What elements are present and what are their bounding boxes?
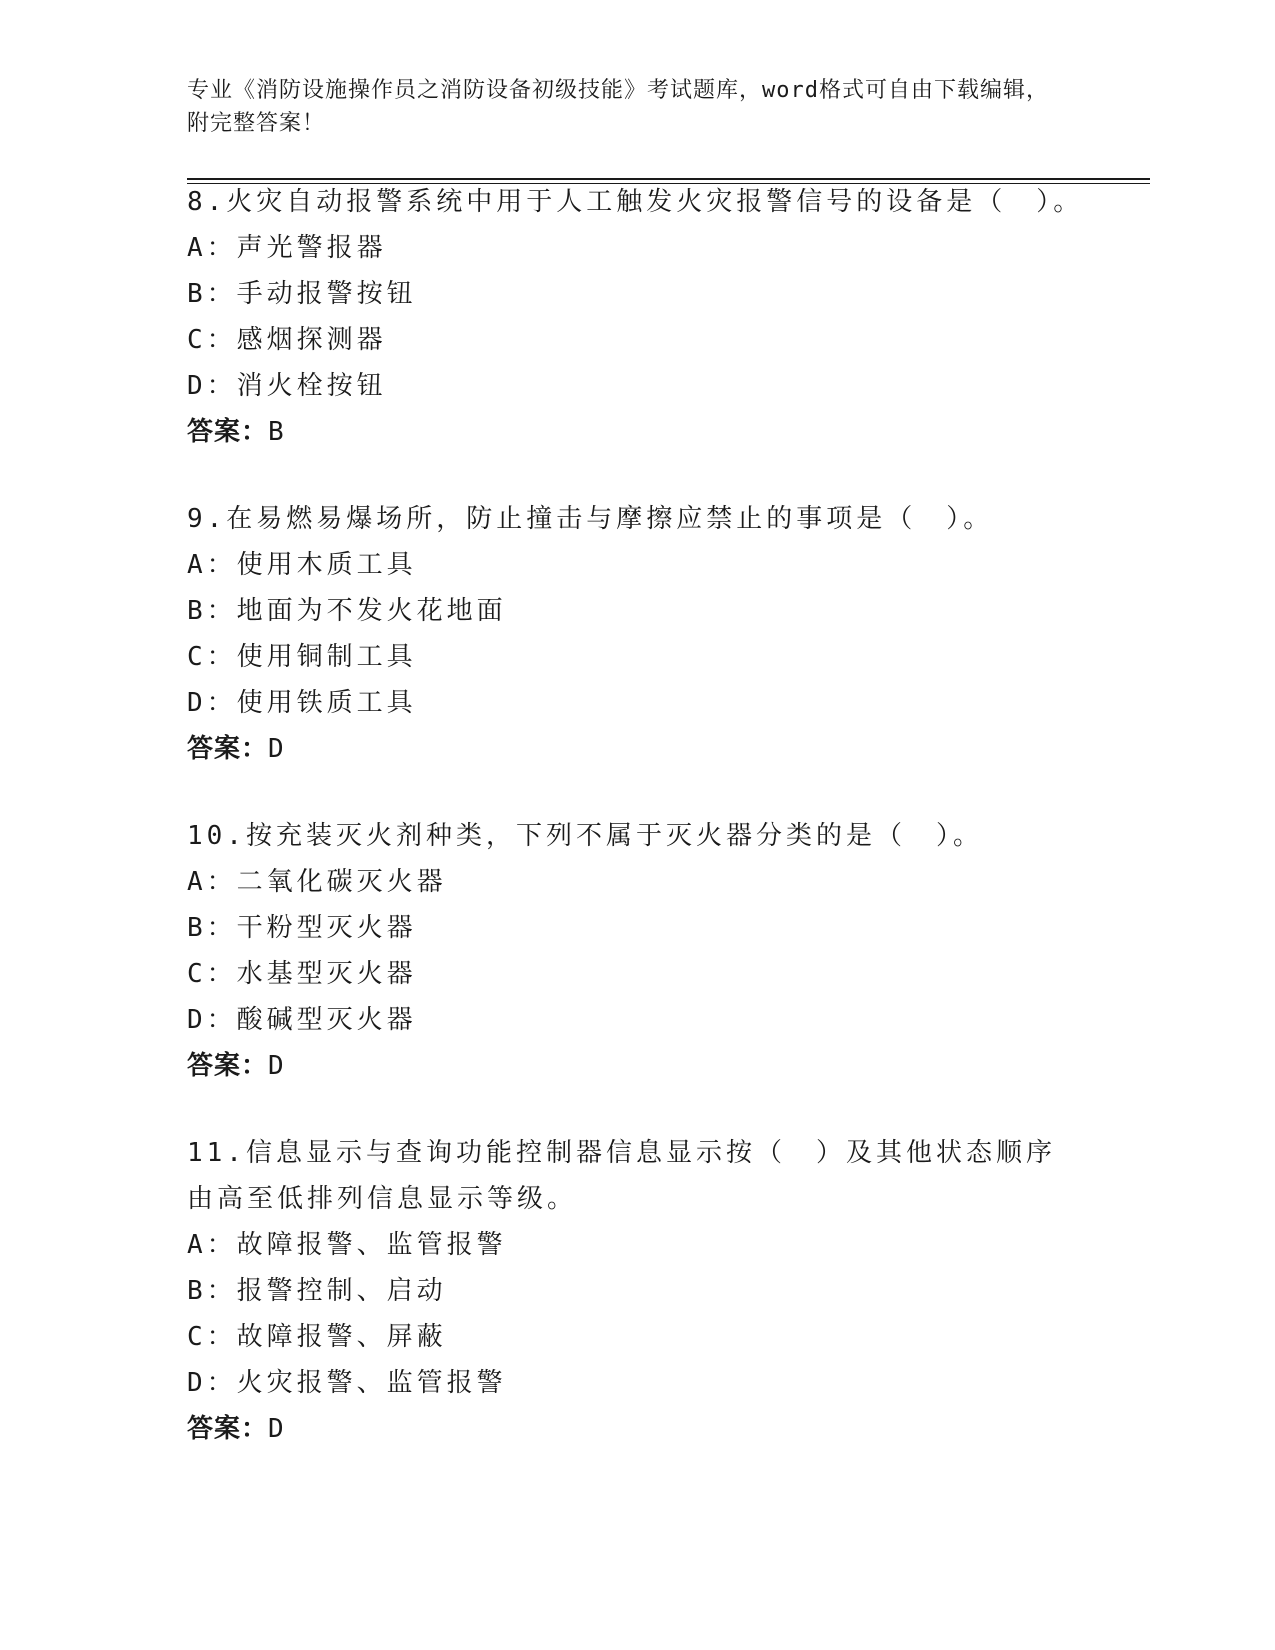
answer-label: 答案： (187, 417, 269, 447)
option-c: C：使用铜制工具 (187, 642, 417, 672)
answer-line (187, 1406, 1067, 1452)
option-b: B：手动报警按钮 (187, 279, 417, 309)
option-d: D：酸碱型灭火器 (187, 1005, 417, 1035)
answer-label: 答案： (187, 734, 269, 764)
question-stem: 10.按充装灭火剂种类，下列不属于灭火器分类的是（ ）。 (187, 821, 983, 851)
question-stem: 8.火灾自动报警系统中用于人工触发火灾报警信号的设备是（ ）。 (187, 187, 1084, 217)
option-b: B：报警控制、启动 (187, 1276, 447, 1306)
question-stem: 11.信息显示与查询功能控制器信息显示按（ ）及其他状态顺序由高至低排列信息显示等级。 (187, 1138, 1056, 1214)
answer-value: B (268, 417, 285, 447)
question-10 (187, 813, 1087, 1089)
option-d: D：使用铁质工具 (187, 688, 417, 718)
answer-line (187, 1043, 1087, 1089)
option-a: A：声光警报器 (187, 233, 387, 263)
option-c: C：故障报警、屏蔽 (187, 1322, 447, 1352)
option-d: D：消火栓按钮 (187, 371, 387, 401)
answer-line (187, 726, 1087, 772)
option-b: B：干粉型灭火器 (187, 913, 417, 943)
question-8 (187, 179, 1087, 455)
document-header: 专业《消防设施操作员之消防设备初级技能》考试题库，word格式可自由下载编辑，附完整答案！ (187, 78, 1049, 136)
question-stem: 9.在易燃易爆场所，防止撞击与摩擦应禁止的事项是（ ）。 (187, 504, 994, 534)
answer-value: D (268, 1414, 285, 1444)
answer-line (187, 409, 1087, 455)
option-d: D：火灾报警、监管报警 (187, 1368, 507, 1398)
option-a: A：使用木质工具 (187, 550, 417, 580)
answer-value: D (268, 734, 285, 764)
answer-label: 答案： (187, 1414, 269, 1444)
option-a: A：故障报警、监管报警 (187, 1230, 507, 1260)
option-b: B：地面为不发火花地面 (187, 596, 507, 626)
option-a: A：二氧化碳灭火器 (187, 867, 447, 897)
question-9 (187, 496, 1087, 772)
option-c: C：感烟探测器 (187, 325, 387, 355)
question-11 (187, 1130, 1067, 1452)
answer-label: 答案： (187, 1051, 269, 1081)
answer-value: D (268, 1051, 285, 1081)
option-c: C：水基型灭火器 (187, 959, 417, 989)
